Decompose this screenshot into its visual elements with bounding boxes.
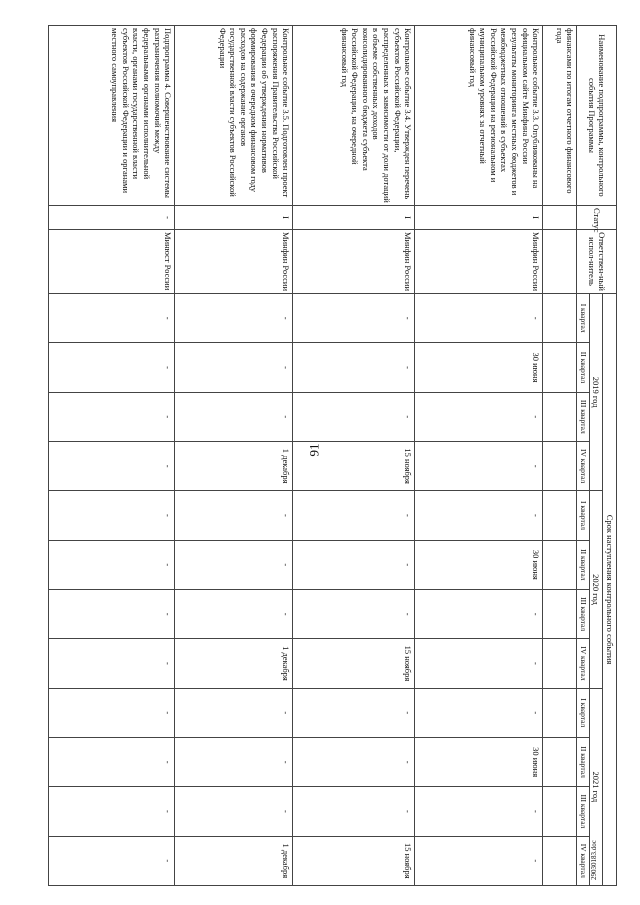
row-quarter-cell: - [293, 787, 415, 836]
header-quarter: IV квартал [577, 836, 589, 885]
rotated-table-container [42, 25, 617, 885]
row-quarter-cell [543, 392, 577, 441]
row-quarter-cell: - [175, 737, 293, 786]
header-name: Наименование подпрограммы, контрольного события Программы [577, 26, 617, 206]
row-quarter-cell: - [415, 294, 543, 343]
row-status-cell: I [415, 206, 543, 230]
row-quarter-cell: - [49, 787, 175, 836]
row-quarter-cell: 15 ноября [293, 836, 415, 885]
row-quarter-cell: 1 декабря [175, 441, 293, 490]
row-responsible-cell: Минфин России [293, 230, 415, 294]
row-quarter-cell [543, 787, 577, 836]
row-quarter-cell: - [415, 392, 543, 441]
row-quarter-cell: - [175, 540, 293, 589]
row-quarter-cell: - [175, 392, 293, 441]
header-quarter: I квартал [577, 688, 589, 737]
row-responsible-cell: Минфин России [175, 230, 293, 294]
row-quarter-cell [543, 540, 577, 589]
header-status: Статус [577, 206, 617, 230]
row-status-cell [543, 206, 577, 230]
row-status-cell: - [49, 206, 175, 230]
row-quarter-cell: 1 декабря [175, 639, 293, 688]
row-quarter-cell [543, 294, 577, 343]
row-quarter-cell: - [49, 392, 175, 441]
row-quarter-cell: - [415, 639, 543, 688]
header-quarter: II квартал [577, 540, 589, 589]
row-quarter-cell: - [293, 688, 415, 737]
header-period-group: Срок наступления контрольного события [603, 294, 617, 886]
row-name-cell: Подпрограмма 4. Совершенствование системы разграничения полномочий между федеральными органами исполнительной власти, органами государственной власти субъектов Российской Федерации и органами местного самоуправления [49, 26, 175, 206]
row-quarter-cell: - [293, 294, 415, 343]
row-quarter-cell [543, 589, 577, 638]
header-quarter: I квартал [577, 294, 589, 343]
table-row [543, 26, 577, 886]
row-quarter-cell: - [49, 294, 175, 343]
row-quarter-cell: - [49, 491, 175, 540]
row-quarter-cell: - [415, 836, 543, 885]
row-quarter-cell: - [175, 343, 293, 392]
row-quarter-cell: - [293, 589, 415, 638]
row-quarter-cell: - [293, 491, 415, 540]
row-quarter-cell: - [415, 589, 543, 638]
row-quarter-cell [543, 688, 577, 737]
header-quarter: II квартал [577, 737, 589, 786]
header-quarter: I квартал [577, 491, 589, 540]
row-quarter-cell [543, 737, 577, 786]
row-name-cell: Контрольное событие 3.5. Подготовлен проект распоряжения Правительства Российской Федерации об утверждении нормативов формирования в очередном финансовом году расходов на содержание органов государственной власти субъектов Российской Федерации [175, 26, 293, 206]
row-quarter-cell: - [49, 343, 175, 392]
row-quarter-cell: - [175, 688, 293, 737]
header-responsible: Ответствен-ный испол-нитель [577, 230, 617, 294]
row-quarter-cell: - [49, 737, 175, 786]
control-events-table [48, 25, 617, 886]
row-quarter-cell: - [415, 441, 543, 490]
page-number: 91 [306, 443, 322, 457]
row-quarter-cell: - [415, 491, 543, 540]
row-quarter-cell: 30 июня [415, 343, 543, 392]
row-quarter-cell [543, 441, 577, 490]
row-quarter-cell: - [293, 540, 415, 589]
table-row [175, 26, 293, 886]
row-quarter-cell: - [293, 737, 415, 786]
row-status-cell: I [293, 206, 415, 230]
row-quarter-cell: 30 июня [415, 540, 543, 589]
table-row [415, 26, 543, 886]
row-responsible-cell [543, 230, 577, 294]
row-name-cell: Контрольное событие 3.4. Утвержден перечень субъектов Российской Федерации, распределенных в зависимости от доли дотаций в объеме собственных доходов консолидированного бюджета субъекта Российской Федерации, на очередной финансовый год [293, 26, 415, 206]
row-quarter-cell: - [293, 343, 415, 392]
row-quarter-cell: - [49, 589, 175, 638]
row-status-cell: I [175, 206, 293, 230]
table-body [49, 26, 577, 886]
header-quarter: II квартал [577, 343, 589, 392]
row-quarter-cell: - [49, 688, 175, 737]
header-quarter: III квартал [577, 787, 589, 836]
row-quarter-cell: - [49, 441, 175, 490]
row-name-cell: Контрольное событие 3.3. Опубликованы на официальном сайте Минфина России результаты мониторинга местных бюджетов и межбюджетных отношений в субъектах Российской Федерации на региональном и муниципальном уровнях за отчетный финансовый год [415, 26, 543, 206]
row-quarter-cell: - [175, 589, 293, 638]
row-quarter-cell [543, 491, 577, 540]
row-quarter-cell: - [49, 639, 175, 688]
row-quarter-cell: - [49, 836, 175, 885]
row-quarter-cell: 1 декабря [175, 836, 293, 885]
row-quarter-cell: 15 ноября [293, 441, 415, 490]
header-year-2019: 2019 год [589, 294, 603, 491]
row-quarter-cell: 30 июня [415, 737, 543, 786]
document-filename: 29030183.doc [590, 840, 598, 880]
header-quarter: III квартал [577, 392, 589, 441]
row-responsible-cell: Минфин России [415, 230, 543, 294]
header-year-2021: 2021 год [589, 688, 603, 885]
row-quarter-cell: - [415, 787, 543, 836]
header-quarter: III квартал [577, 589, 589, 638]
row-name-cell: финансами по итогам отчетного финансового года [543, 26, 577, 206]
row-quarter-cell: - [175, 787, 293, 836]
row-quarter-cell: - [49, 540, 175, 589]
row-quarter-cell: - [415, 688, 543, 737]
header-quarter: IV квартал [577, 441, 589, 490]
row-quarter-cell [543, 639, 577, 688]
row-responsible-cell: Минюст России [49, 230, 175, 294]
row-quarter-cell: 15 ноября [293, 639, 415, 688]
row-quarter-cell: - [293, 392, 415, 441]
row-quarter-cell [543, 343, 577, 392]
row-quarter-cell: - [175, 491, 293, 540]
header-quarter: IV квартал [577, 639, 589, 688]
row-quarter-cell [543, 836, 577, 885]
table-row [293, 26, 415, 886]
header-year-2020: 2020 год [589, 491, 603, 688]
table-row [49, 26, 175, 886]
row-quarter-cell: - [175, 294, 293, 343]
